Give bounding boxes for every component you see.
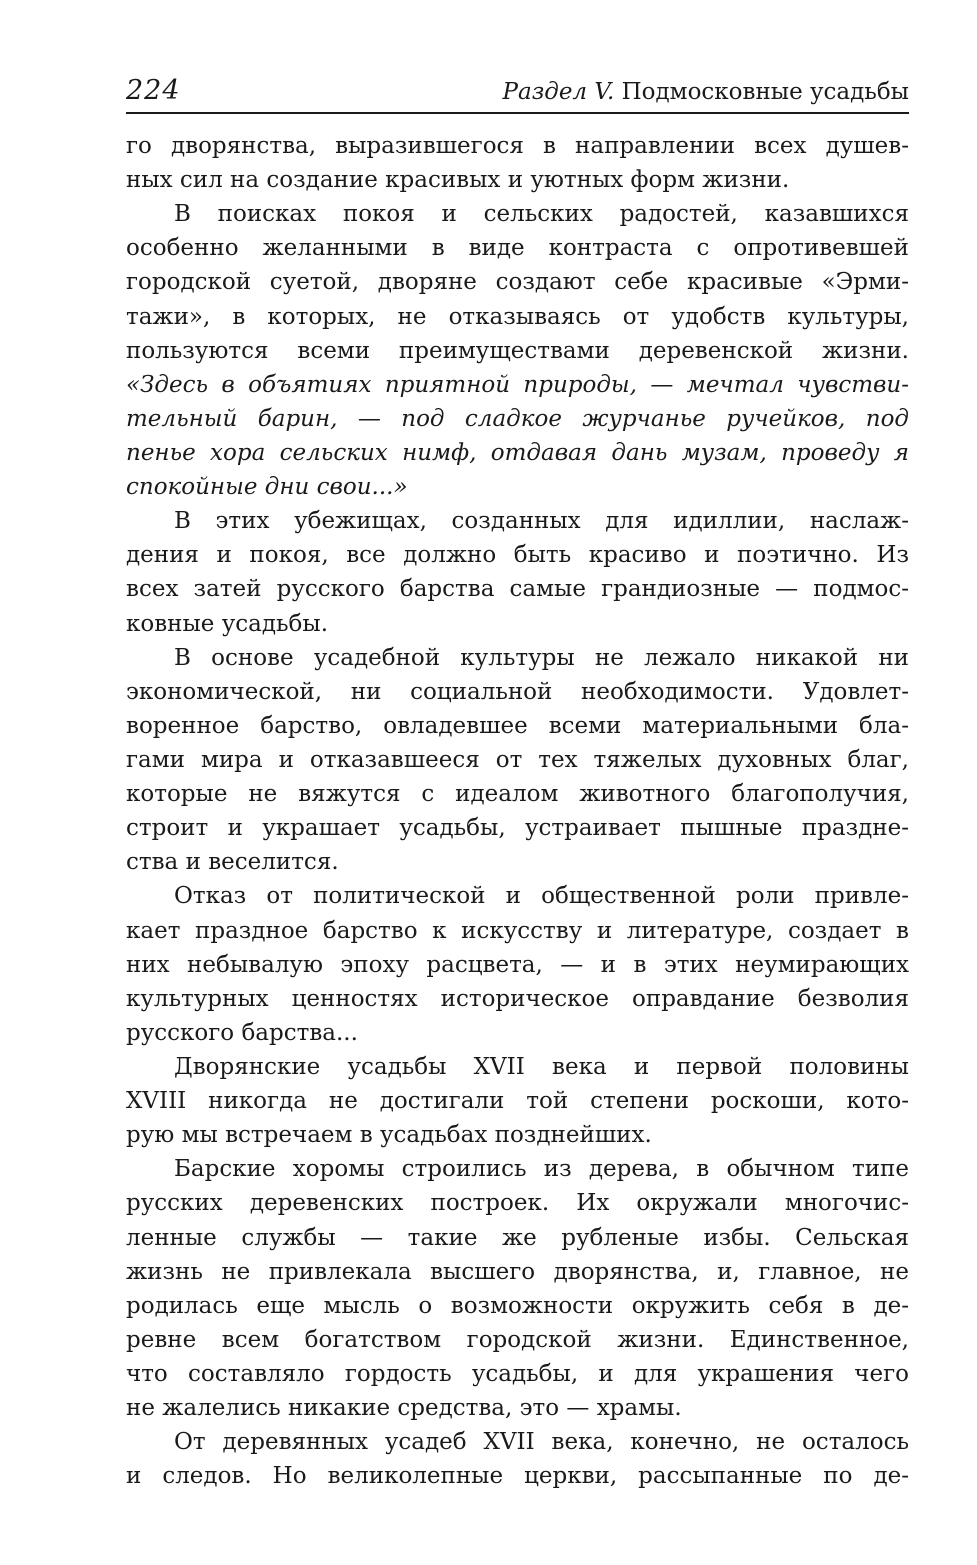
text-line: тажи», в которых, не отказываясь от удобств культуры, xyxy=(126,303,909,330)
text-line: экономической, ни социальной необходимости. Удовлет- xyxy=(126,678,909,705)
text-line: воренное барство, овладевшее всеми материальными бла- xyxy=(126,712,909,739)
body-text xyxy=(126,129,909,1493)
text-line: гами мира и отказавшееся от тех тяжелых духовных благ, xyxy=(126,746,909,773)
text-line: жизнь не привлекала высшего дворянства, и, главное, не xyxy=(126,1258,909,1285)
text-line: русского барства... xyxy=(126,1019,358,1046)
paragraph-first-line: Дворянские усадьбы XVII века и первой половины xyxy=(174,1053,909,1080)
text-line: ленные службы — такие же рубленые избы. Сельская xyxy=(126,1224,909,1251)
paragraph-first-line: Барские хоромы строились из дерева, в обычном типе xyxy=(174,1156,909,1183)
text-line: родилась еще мысль о возможности окружить себя в де- xyxy=(126,1292,909,1319)
text-line: культурных ценностях историческое оправдание безволия xyxy=(126,985,909,1012)
text-line: не жалелись никакие средства, это — храмы. xyxy=(126,1395,682,1422)
text-line: всех затей русского барства самые грандиозные — подмос- xyxy=(126,576,909,603)
paragraph-first-line: В основе усадебной культуры не лежало никакой ни xyxy=(174,644,909,671)
text-line: которые не вяжутся с идеалом животного благополучия, xyxy=(126,781,909,808)
text-line: городской суетой, дворяне создают себе красивые «Эрми- xyxy=(126,269,909,296)
text-line: что составляло гордость усадьбы, и для украшения чего xyxy=(126,1360,909,1387)
paragraph-first-line: В этих убежищах, созданных для идиллии, наслаж- xyxy=(174,508,909,535)
text-line: ревне всем богатством городской жизни. Единственное, xyxy=(126,1326,909,1353)
text-line: пользуются всеми преимуществами деревенской жизни. xyxy=(126,337,909,364)
text-line: рую мы встречаем в усадьбах позднейших. xyxy=(126,1122,652,1149)
text-line: кает праздное барство к искусству и литературе, создает в xyxy=(126,917,909,944)
text-line: русских деревенских построек. Их окружали многочис- xyxy=(126,1190,909,1217)
text-line: го дворянства, выразившегося в направлении всех душев- xyxy=(126,133,909,159)
text-line: и следов. Но великолепные церкви, рассыпанные по де- xyxy=(126,1463,909,1490)
page-number: 224 xyxy=(126,75,181,106)
text-line: строит и украшает усадьбы, устраивает пышные праздне- xyxy=(126,815,909,842)
section-title: Подмосковные усадьбы xyxy=(621,79,909,105)
text-line: XVIII никогда не достигали той степени роскоши, кото- xyxy=(126,1088,909,1115)
quote-line: пенье хора сельских нимф, отдавая дань музам, проведу я xyxy=(126,439,909,466)
running-title xyxy=(503,78,909,106)
text-line: ства и веселится. xyxy=(126,849,339,876)
paragraph-first-line: Отказ от политической и общественной роли привле- xyxy=(174,883,909,910)
paragraph-first-line: От деревянных усадеб XVII века, конечно, не осталось xyxy=(174,1429,909,1456)
text-line: ных сил на создание красивых и уютных форм жизни. xyxy=(126,167,790,194)
quote-line: тельный барин, — под сладкое журчанье ручейков, под xyxy=(126,405,909,432)
text-line: ковные усадьбы. xyxy=(126,610,329,637)
quote-line: «Здесь в объятиях приятной природы, — мечтал чувстви- xyxy=(126,371,909,398)
text-line: дения и покоя, все должно быть красиво и поэтично. Из xyxy=(126,542,909,569)
text-line: них небывалую эпоху расцвета, — и в этих неумирающих xyxy=(126,951,909,978)
quote-line: спокойные дни свои...» xyxy=(126,474,408,501)
text-line: особенно желанными в виде контраста с опротивевшей xyxy=(126,235,909,262)
paragraph-first-line: В поисках покоя и сельских радостей, казавшихся xyxy=(174,201,909,228)
section-label: Раздел V. xyxy=(502,79,615,105)
running-header xyxy=(126,76,909,114)
